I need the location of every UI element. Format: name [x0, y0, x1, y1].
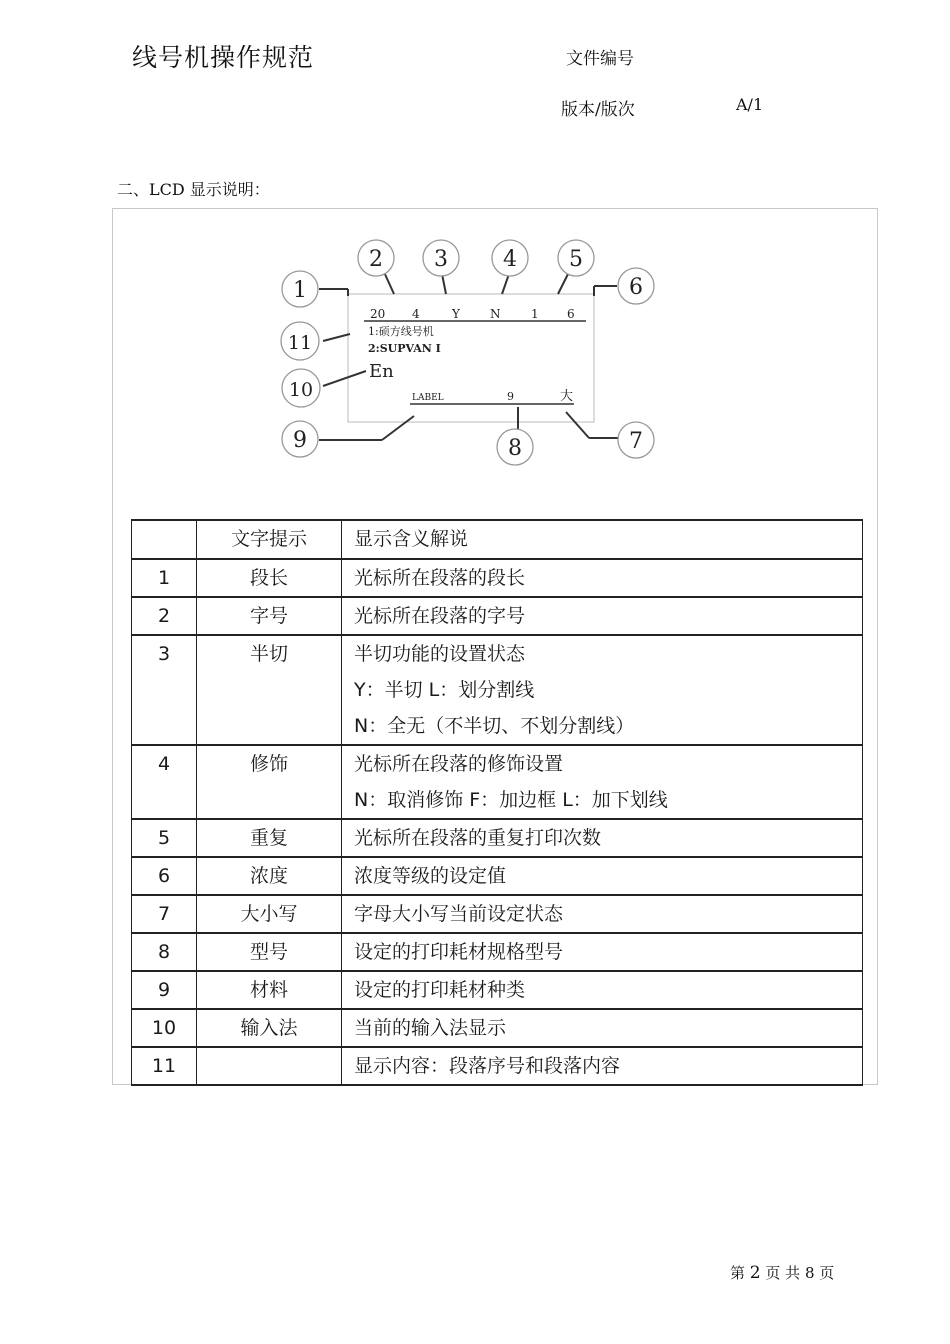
table-row	[132, 895, 863, 933]
row-number-cell: 7	[132, 895, 197, 933]
callout-number: 9	[293, 428, 307, 453]
desc-line: 光标所在段落的字号	[354, 605, 526, 627]
section-heading: 二、LCD 显示说明：	[117, 180, 270, 199]
table-row	[132, 635, 863, 745]
table-header-row	[132, 520, 863, 559]
table-row	[132, 857, 863, 895]
callout-number: 11	[287, 332, 313, 354]
callout-number: 3	[434, 247, 448, 272]
page-current: 2	[749, 1263, 761, 1283]
header-cell-desc: 显示含义解说	[342, 520, 863, 559]
desc-line: 字母大小写当前设定状态	[354, 903, 564, 925]
desc-line: N：全无（不半切、不划分割线）	[354, 715, 635, 737]
row-text-cell: 重复	[197, 819, 342, 857]
table-row	[132, 1009, 863, 1047]
row-number-cell: 4	[132, 745, 197, 819]
lcd-input-mode: En	[369, 361, 394, 382]
row-number-cell: 11	[132, 1047, 197, 1085]
desc-line: 半切功能的设置状态	[354, 643, 526, 665]
row-text-cell: 修饰	[197, 745, 342, 819]
lcd-top-value: 6	[567, 307, 575, 321]
row-text-cell: 段长	[197, 559, 342, 597]
lcd-top-value: Y	[452, 307, 460, 321]
callout-number: 1	[293, 278, 307, 303]
row-text-cell: 半切	[197, 635, 342, 745]
desc-line: 浓度等级的设定值	[354, 865, 507, 887]
row-text-cell: 大小写	[197, 895, 342, 933]
page-total: 8	[804, 1264, 815, 1282]
table-row	[132, 559, 863, 597]
table-row	[132, 933, 863, 971]
desc-line: 当前的输入法显示	[354, 1017, 507, 1039]
lcd-line-2: 2:SUPVAN I	[368, 342, 441, 355]
desc-line: 光标所在段落的重复打印次数	[354, 827, 602, 849]
lcd-top-value: 20	[370, 307, 386, 321]
lcd-top-value: 4	[412, 307, 420, 321]
row-desc-cell	[342, 971, 863, 1009]
row-desc-cell	[342, 895, 863, 933]
version-label: 版本/版次	[561, 100, 635, 120]
document-title: 线号机操作规范	[132, 43, 315, 72]
row-desc-cell	[342, 819, 863, 857]
table-row	[132, 597, 863, 635]
row-number-cell: 6	[132, 857, 197, 895]
callout-number: 5	[569, 247, 583, 272]
table-row	[132, 745, 863, 819]
row-text-cell: 输入法	[197, 1009, 342, 1047]
desc-line: 光标所在段落的段长	[354, 567, 526, 589]
table-row	[132, 971, 863, 1009]
desc-line: Y：半切 L：划分割线	[354, 679, 535, 701]
desc-line: 显示内容：段落序号和段落内容	[354, 1055, 621, 1077]
row-desc-cell	[342, 857, 863, 895]
callout-number: 2	[369, 247, 383, 272]
desc-line: 光标所在段落的修饰设置	[354, 753, 564, 775]
page-suffix: 页	[819, 1264, 835, 1282]
row-number-cell: 10	[132, 1009, 197, 1047]
callout-number: 6	[629, 275, 643, 300]
row-desc-cell	[342, 745, 863, 819]
row-number-cell: 1	[132, 559, 197, 597]
row-number-cell: 5	[132, 819, 197, 857]
row-desc-cell	[342, 933, 863, 971]
page-middle: 页 共	[765, 1264, 801, 1282]
row-desc-cell	[342, 597, 863, 635]
row-text-cell: 字号	[197, 597, 342, 635]
lcd-bottom-number: 9	[507, 390, 514, 403]
desc-line: 设定的打印耗材种类	[354, 979, 526, 1001]
row-desc-cell	[342, 559, 863, 597]
row-desc-cell	[342, 1009, 863, 1047]
lcd-diagram	[274, 234, 664, 474]
lcd-bottom-case: 大	[560, 389, 574, 404]
table-row	[132, 819, 863, 857]
row-text-cell: 材料	[197, 971, 342, 1009]
lcd-bottom-label: LABEL	[412, 393, 444, 403]
row-number-cell: 2	[132, 597, 197, 635]
callout-number: 8	[508, 436, 522, 461]
file-number-label: 文件编号	[566, 49, 634, 69]
row-number-cell: 3	[132, 635, 197, 745]
row-desc-cell	[342, 635, 863, 745]
header-cell-text: 文字提示	[197, 520, 342, 559]
row-number-cell: 8	[132, 933, 197, 971]
page-number	[730, 1262, 834, 1283]
callout-number: 7	[629, 429, 643, 454]
row-text-cell: 浓度	[197, 857, 342, 895]
row-number-cell: 9	[132, 971, 197, 1009]
desc-line: 设定的打印耗材规格型号	[354, 941, 564, 963]
callout-number: 10	[288, 379, 314, 401]
callout-number: 4	[503, 247, 517, 272]
row-text-cell	[197, 1047, 342, 1085]
row-text-cell: 型号	[197, 933, 342, 971]
lcd-top-value: 1	[531, 307, 539, 321]
row-desc-cell	[342, 1047, 863, 1085]
version-value: A/1	[736, 95, 764, 114]
page-prefix: 第	[730, 1264, 746, 1282]
lcd-top-value: N	[490, 307, 501, 321]
lcd-line-1: 1:硕方线号机	[368, 325, 434, 338]
lcd-explanation-table	[131, 519, 863, 1086]
table-row	[132, 1047, 863, 1085]
desc-line: N：取消修饰 F：加边框 L：加下划线	[354, 789, 668, 811]
header-cell-number	[132, 520, 197, 559]
